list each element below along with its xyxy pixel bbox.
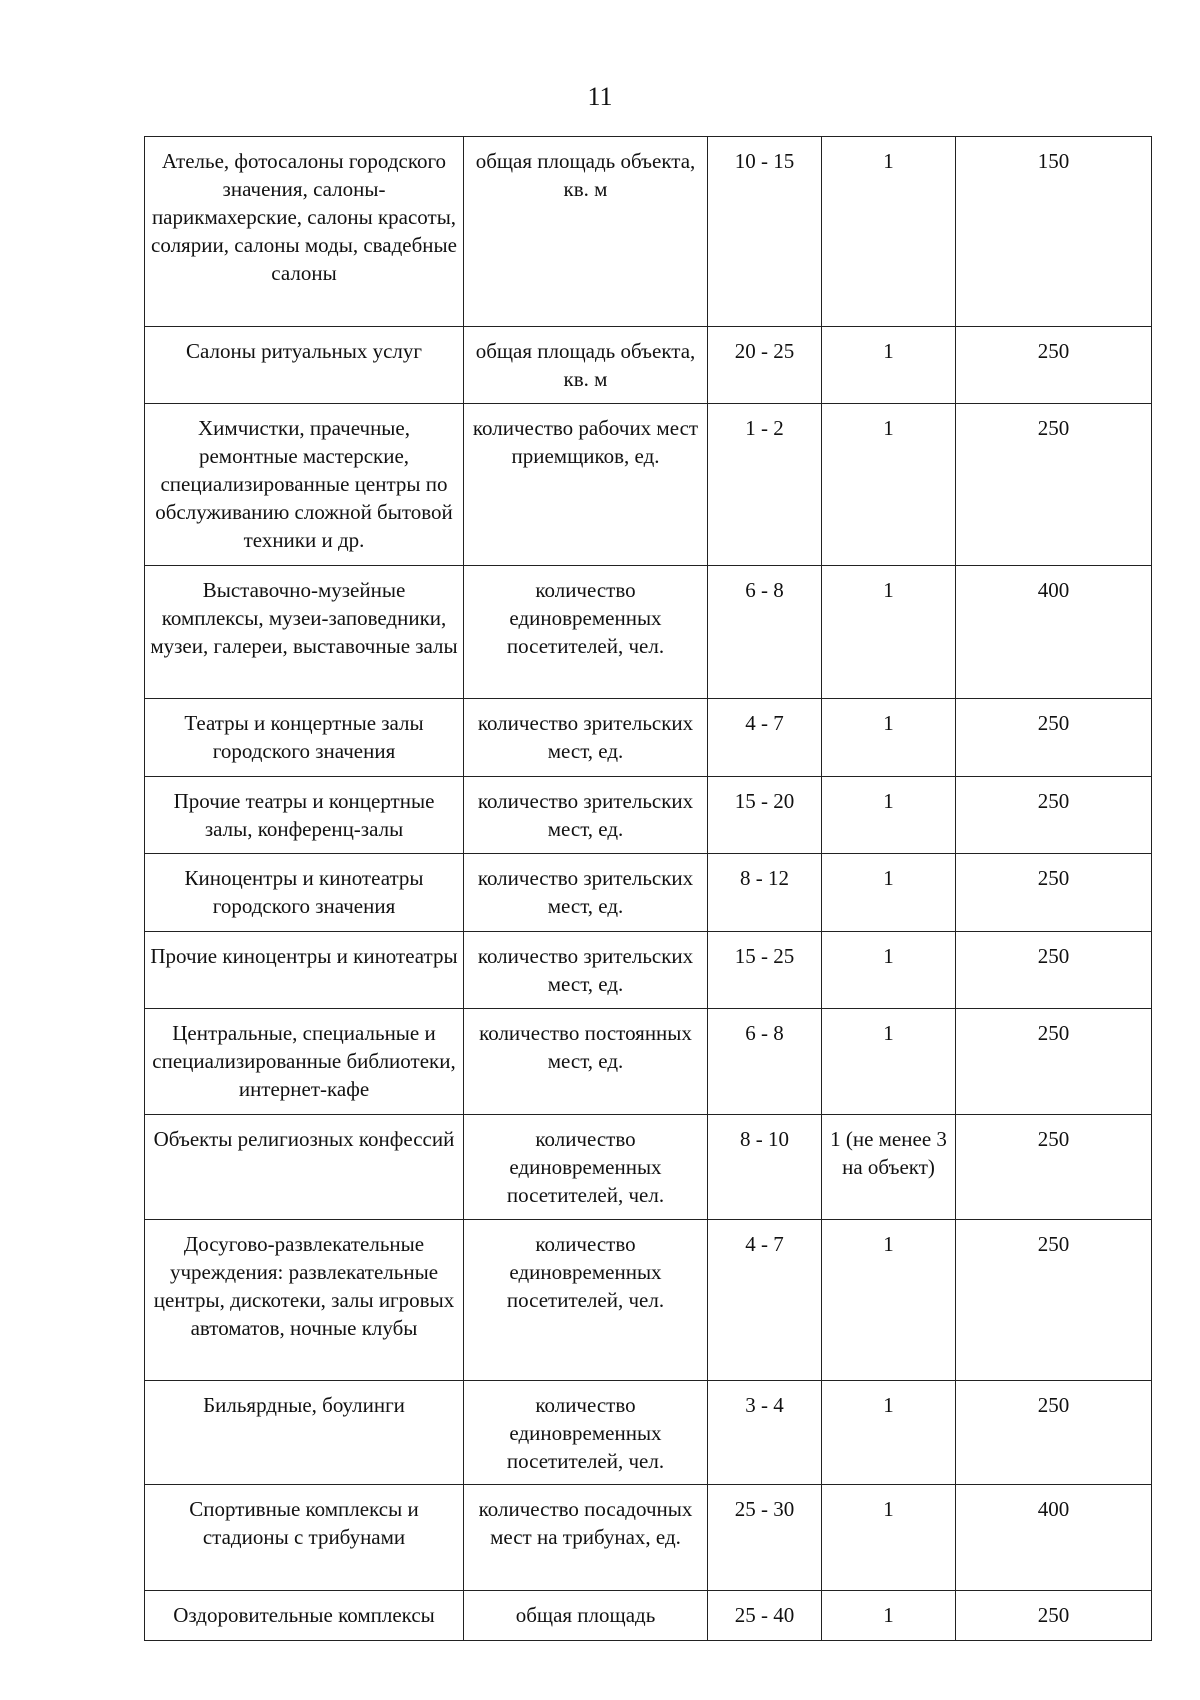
area-cell: 250 <box>956 1009 1152 1115</box>
object-name-cell: Бильярдные, боулинги <box>145 1381 464 1485</box>
range-cell: 15 - 20 <box>708 777 822 854</box>
area-cell: 400 <box>956 566 1152 699</box>
area-cell: 250 <box>956 1381 1152 1485</box>
unit-cell: количество посадочных мест на трибунах, ед. <box>464 1485 708 1591</box>
range-cell: 1 - 2 <box>708 404 822 566</box>
object-name-cell: Салоны ритуальных услуг <box>145 327 464 404</box>
area-cell: 150 <box>956 137 1152 327</box>
range-cell: 8 - 12 <box>708 854 822 932</box>
unit-cell: общая площадь <box>464 1591 708 1641</box>
range-cell: 25 - 30 <box>708 1485 822 1591</box>
range-cell: 6 - 8 <box>708 1009 822 1115</box>
range-cell: 4 - 7 <box>708 699 822 777</box>
table-row <box>145 932 1152 1009</box>
area-cell: 250 <box>956 1115 1152 1220</box>
area-cell: 250 <box>956 1591 1152 1641</box>
min-cell: 1 <box>822 854 956 932</box>
table-row <box>145 1591 1152 1641</box>
range-cell: 10 - 15 <box>708 137 822 327</box>
area-cell: 250 <box>956 699 1152 777</box>
min-cell: 1 <box>822 566 956 699</box>
unit-cell: количество зрительских мест, ед. <box>464 854 708 932</box>
min-cell: 1 <box>822 404 956 566</box>
table-row <box>145 854 1152 932</box>
object-name-cell: Ателье, фотосалоны городского значения, салоны-парикмахерские, салоны красоты, солярии, салоны моды, свадебные салоны <box>145 137 464 327</box>
table-row <box>145 699 1152 777</box>
table-row <box>145 404 1152 566</box>
object-name-cell: Оздоровительные комплексы <box>145 1591 464 1641</box>
unit-cell: количество единовременных посетителей, чел. <box>464 1115 708 1220</box>
min-cell: 1 <box>822 1591 956 1641</box>
min-cell: 1 <box>822 1381 956 1485</box>
unit-cell: количество единовременных посетителей, чел. <box>464 566 708 699</box>
unit-cell: общая площадь объекта, кв. м <box>464 137 708 327</box>
min-cell: 1 <box>822 932 956 1009</box>
object-name-cell: Выставочно-музейные комплексы, музеи-заповедники, музеи, галереи, выставочные залы <box>145 566 464 699</box>
object-name-cell: Прочие киноцентры и кинотеатры <box>145 932 464 1009</box>
range-cell: 8 - 10 <box>708 1115 822 1220</box>
object-name-cell: Киноцентры и кинотеатры городского значения <box>145 854 464 932</box>
table-row <box>145 1485 1152 1591</box>
unit-cell: количество единовременных посетителей, чел. <box>464 1220 708 1381</box>
object-name-cell: Досугово-развлекательные учреждения: развлекательные центры, дискотеки, залы игровых автоматов, ночные клубы <box>145 1220 464 1381</box>
range-cell: 25 - 40 <box>708 1591 822 1641</box>
unit-cell: количество зрительских мест, ед. <box>464 699 708 777</box>
min-cell: 1 <box>822 1009 956 1115</box>
min-cell: 1 <box>822 777 956 854</box>
range-cell: 15 - 25 <box>708 932 822 1009</box>
range-cell: 20 - 25 <box>708 327 822 404</box>
min-cell: 1 (не менее 3 на объект) <box>822 1115 956 1220</box>
min-cell: 1 <box>822 699 956 777</box>
unit-cell: количество единовременных посетителей, чел. <box>464 1381 708 1485</box>
table-row <box>145 566 1152 699</box>
object-name-cell: Центральные, специальные и специализированные библиотеки, интернет-кафе <box>145 1009 464 1115</box>
table-row <box>145 777 1152 854</box>
object-name-cell: Спортивные комплексы и стадионы с трибунами <box>145 1485 464 1591</box>
range-cell: 4 - 7 <box>708 1220 822 1381</box>
page-number: 11 <box>587 82 613 111</box>
min-cell: 1 <box>822 1485 956 1591</box>
object-name-cell: Объекты религиозных конфессий <box>145 1115 464 1220</box>
range-cell: 6 - 8 <box>708 566 822 699</box>
object-name-cell: Химчистки, прачечные, ремонтные мастерские, специализированные центры по обслуживанию сложной бытовой техники и др. <box>145 404 464 566</box>
area-cell: 250 <box>956 932 1152 1009</box>
area-cell: 250 <box>956 404 1152 566</box>
table-row <box>145 1115 1152 1220</box>
unit-cell: общая площадь объекта, кв. м <box>464 327 708 404</box>
area-cell: 250 <box>956 854 1152 932</box>
unit-cell: количество постоянных мест, ед. <box>464 1009 708 1115</box>
table-row <box>145 327 1152 404</box>
table-row <box>145 1381 1152 1485</box>
table-row <box>145 137 1152 327</box>
table-row <box>145 1220 1152 1381</box>
unit-cell: количество зрительских мест, ед. <box>464 777 708 854</box>
range-cell: 3 - 4 <box>708 1381 822 1485</box>
table-row <box>145 1009 1152 1115</box>
min-cell: 1 <box>822 327 956 404</box>
min-cell: 1 <box>822 1220 956 1381</box>
area-cell: 250 <box>956 1220 1152 1381</box>
norms-table <box>144 136 1152 1641</box>
area-cell: 250 <box>956 327 1152 404</box>
area-cell: 250 <box>956 777 1152 854</box>
min-cell: 1 <box>822 137 956 327</box>
area-cell: 400 <box>956 1485 1152 1591</box>
object-name-cell: Прочие театры и концертные залы, конференц-залы <box>145 777 464 854</box>
unit-cell: количество зрительских мест, ед. <box>464 932 708 1009</box>
object-name-cell: Театры и концертные залы городского значения <box>145 699 464 777</box>
unit-cell: количество рабочих мест приемщиков, ед. <box>464 404 708 566</box>
